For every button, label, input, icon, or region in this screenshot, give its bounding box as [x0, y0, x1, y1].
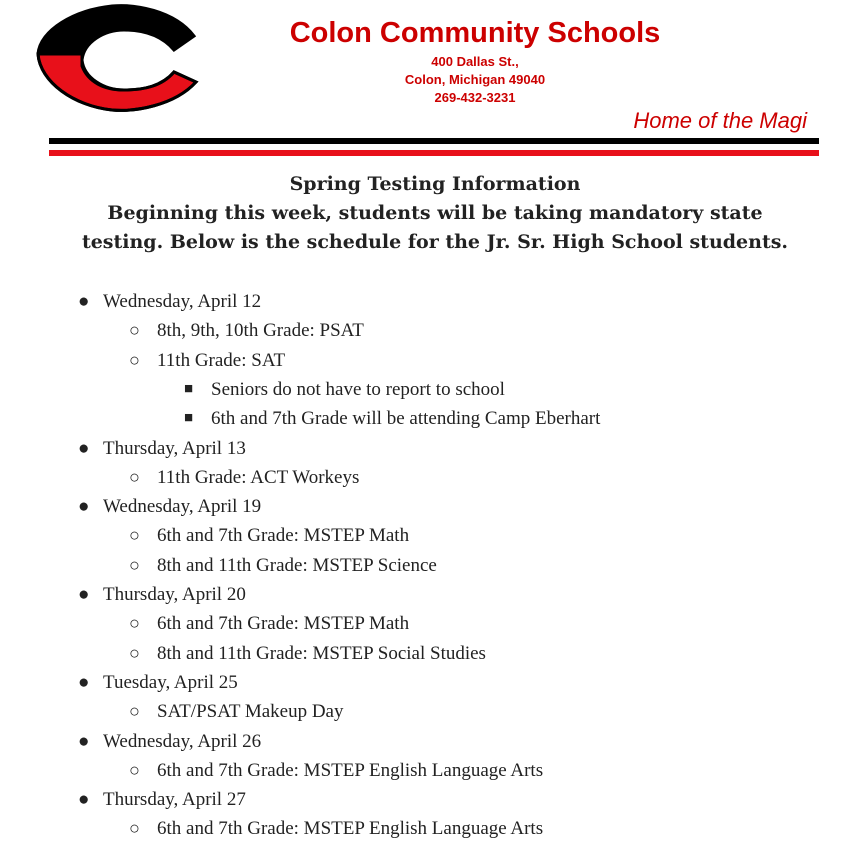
- schedule-item: 6th and 7th Grade: MSTEP English Language Arts: [157, 818, 544, 840]
- intro-block: [80, 170, 790, 257]
- bullet-marker-level-1: ●: [78, 671, 90, 693]
- schedule-item: 8th, 9th, 10th Grade: PSAT: [157, 320, 364, 342]
- intro-line-2: testing. Below is the schedule for the Jr. Sr. High School students.: [81, 231, 789, 253]
- bullet-marker-level-2: ○: [129, 525, 140, 546]
- address-line-1: 400 Dallas St.,: [431, 54, 519, 69]
- schedule-day: Wednesday, April 26: [103, 730, 262, 752]
- bullet-marker-level-1: ●: [78, 437, 90, 459]
- bullet-marker-level-1: ●: [78, 789, 90, 811]
- schedule-item: 6th and 7th Grade: MSTEP English Language Arts: [157, 759, 544, 781]
- bullet-marker-level-2: ○: [129, 554, 140, 575]
- bullet-marker-level-2: ○: [129, 466, 140, 487]
- bullet-marker-level-1: ●: [78, 496, 90, 518]
- tagline: Home of the Magi: [633, 108, 807, 133]
- bullet-marker-level-2: ○: [129, 320, 140, 341]
- bullet-marker-level-3: ■: [184, 380, 194, 397]
- bullet-marker-level-1: ●: [78, 730, 90, 752]
- intro-title: Spring Testing Information: [289, 173, 581, 195]
- schedule-day: Thursday, April 13: [103, 437, 246, 459]
- bullet-marker-level-2: ○: [129, 818, 140, 839]
- bullet-marker-level-2: ○: [129, 349, 140, 370]
- bullet-marker-level-2: ○: [129, 642, 140, 663]
- divider-red: [49, 150, 819, 156]
- schedule-note: 6th and 7th Grade will be attending Camp Eberhart: [211, 408, 601, 430]
- schedule-item: 11th Grade: SAT: [157, 349, 286, 371]
- schedule-item: 8th and 11th Grade: MSTEP Science: [157, 554, 437, 576]
- bullet-marker-level-2: ○: [129, 613, 140, 634]
- schedule-item: 11th Grade: ACT Workeys: [157, 466, 360, 488]
- school-name: Colon Community Schools: [289, 17, 661, 49]
- bullet-marker-level-1: ●: [78, 584, 90, 605]
- divider-black: [49, 138, 819, 144]
- bullet-marker-level-2: ○: [129, 759, 140, 780]
- bullet-marker-level-2: ○: [129, 701, 140, 722]
- schedule-day: Wednesday, April 19: [103, 496, 262, 518]
- bullet-marker-level-3: ■: [184, 410, 194, 427]
- schedule-item: SAT/PSAT Makeup Day: [157, 701, 344, 723]
- schedule-item: 6th and 7th Grade: MSTEP Math: [157, 525, 410, 547]
- c-letter-logo-icon: [34, 2, 206, 134]
- schedule-item: 6th and 7th Grade: MSTEP Math: [157, 613, 410, 635]
- schedule-day: Thursday, April 20: [103, 584, 246, 605]
- schedule-day: Tuesday, April 25: [103, 671, 238, 693]
- schedule-item: 8th and 11th Grade: MSTEP Social Studies: [157, 642, 486, 664]
- schedule-day: Wednesday, April 12: [103, 291, 262, 312]
- intro-line-1: Beginning this week, students will be taking mandatory state: [107, 202, 763, 224]
- bullet-marker-level-1: ●: [78, 291, 90, 312]
- schedule-note: Seniors do not have to report to school: [211, 378, 505, 400]
- phone-number: 269-432-3231: [434, 90, 516, 105]
- address-line-2: Colon, Michigan 49040: [404, 72, 546, 87]
- schedule-day: Thursday, April 27: [103, 789, 246, 811]
